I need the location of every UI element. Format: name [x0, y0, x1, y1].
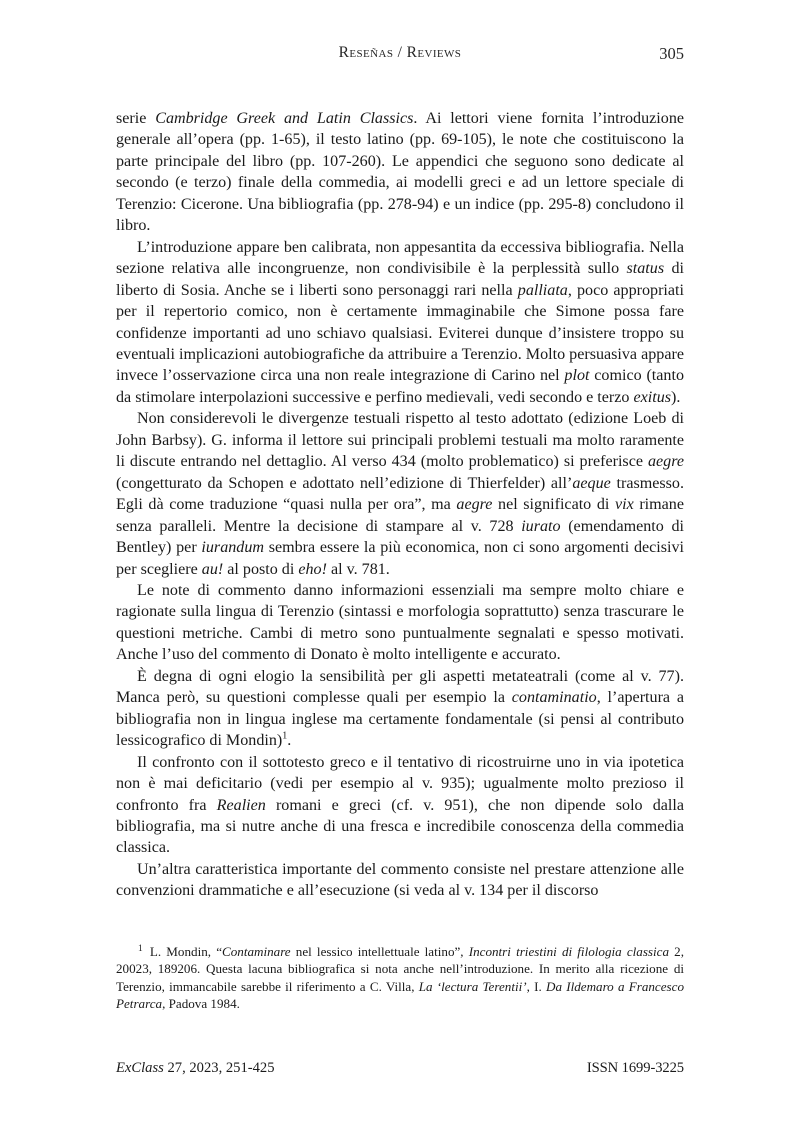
paragraph: Non considerevoli le divergenze testuali rispetto al testo adottato (edizione Loeb di John Barbsy). G. informa il lettore sui principali problemi testuali ma molto raramente li discute entrando nel dettaglio. Al verso 434 (molto problematico) si preferisce aegre (congetturato da Schopen e adottato nell’edizione di Thierfelder) all’aeque trasmesso. Egli dà come traduzione “quasi nulla per ora”, ma aegre nel significato di vix rimane senza paralleli. Mentre la decisione di stampare al v. 728 iurato (emendamento di Bentley) per iurandum sembra essere la più economica, non ci sono argomenti decisivi per scegliere au! al posto di eho! al v. 781.: [116, 410, 685, 578]
footnote-area: [116, 943, 684, 1013]
page-number: 305: [659, 44, 684, 63]
journal-citation: [116, 1060, 275, 1077]
footnote-number: 1: [138, 943, 143, 954]
paragraph: Le note di commento danno informazioni essenziali ma sempre molto chiare e ragionate sulla lingua di Terenzio (sintassi e morfologia soprattutto) senza trascurare le questioni metriche. Cambi di metro sono puntualmente segnalati e spesso motivati. Anche l’uso del commento di Donato è molto intelligente e accurato.: [116, 581, 684, 664]
paragraph: Un’altra caratteristica importante del commento consiste nel prestare attenzione alle convenzioni drammatiche e all’esecuzione (si veda al v. 134 per il discorso: [116, 860, 684, 900]
page-footer: [116, 1060, 684, 1080]
footnote: $^1$ L. Mondin, “Contaminare nel lessico intellettuale latino”, Incontri triestini di filologia classica 2, 20023, 189206. Questa lacuna bibliografica si nota anche nell’introduzione. In merito alla ricezione di Terenzio, immancabile sarebbe il riferimento a C. Villa, La ‘lectura Terentii’, I. Da Ildemaro a Francesco Petrarca, Padova 1984.: [116, 943, 684, 1012]
running-head: [116, 44, 684, 66]
paragraph: L’introduzione appare ben calibrata, non appesantita da eccessiva bibliografia. Nella sezione relativa alle incongruenze, non condivisibile è la perplessità sullo status di liberto di Sosia. Anche se i liberti sono personaggi rari nella palliata, poco appropriati per il repertorio comico, non è certamente immaginabile che Simone possa fare confidenze importanti ad uno schiavo qualsiasi. Eviterei dunque d’insistere troppo su eventuali implicazioni autobiografiche da attribuire a Terenzio. Molto persuasiva appare invece l’osservazione circa una non reale integrazione di Carino nel plot comico (tanto da stimolare interpolazioni successive e perfino medievali, vedi secondo e terzo exitus).: [116, 238, 685, 406]
paragraph: È degna di ogni elogio la sensibilità per gli aspetti metateatrali (come al v. 77). Manca però, su questioni complesse quali per esempio la contaminatio, l’apertura a bibliografia non in lingua inglese ma certamente fondamentale (si pensi al contributo lessicografico di Mondin)$^1$.: [116, 667, 684, 750]
body-text-block: [116, 108, 684, 902]
journal-name: ExClass: [116, 1060, 164, 1076]
journal-issue: 27, 2023, 251-425: [163, 1060, 275, 1076]
issn: ISSN 1699-3225: [586, 1060, 684, 1076]
paragraph: serie Cambridge Greek and Latin Classics. Ai lettori viene fornita l’introduzione generale all’opera (pp. 1-65), il testo latino (pp. 69-105), le note che costituiscono la parte principale del libro (pp. 107-260). Le appendici che seguono sono dedicate al secondo (e terzo) finale della commedia, ai modelli greci e ad un lettore speciale di Terenzio: Cicerone. Una bibliografia (pp. 278-94) e un indice (pp. 295-8) concludono il libro.: [116, 110, 685, 235]
paragraph: Il confronto con il sottotesto greco e il tentativo di ricostruirne uno in via ipotetica non è mai deficitario (vedi per esempio al v. 935); ugualmente molto prezioso il confronto fra Realien romani e greci (cf. v. 951), che non dipende solo dalla bibliografia, ma si nutre anche di una fresca e incredibile conoscenza della commedia classica.: [116, 753, 684, 857]
running-head-title: Reseñas / Reviews: [338, 44, 462, 61]
